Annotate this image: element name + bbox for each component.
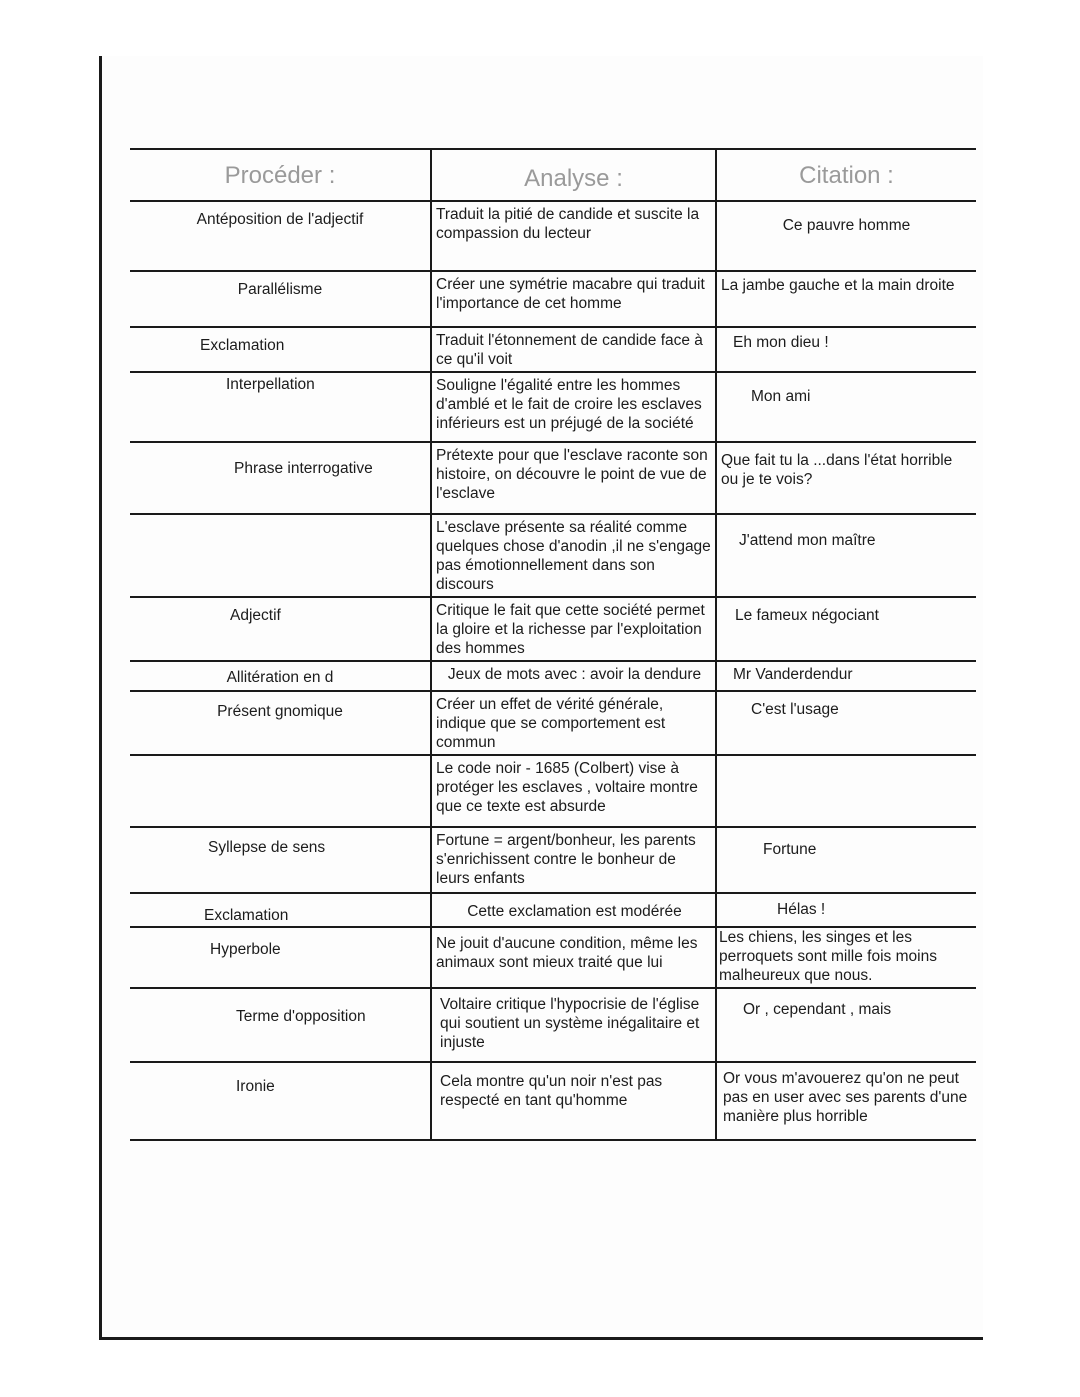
cell-citation: Mon ami [716,372,976,442]
cell-procede: Exclamation [130,327,431,372]
table-row [130,755,976,827]
header-analyse: Analyse : [431,149,716,201]
table-row [130,597,976,661]
cell-analyse: Prétexte pour que l'esclave raconte son histoire, on découvre le point de vue de l'esclave [431,442,716,514]
cell-procede: Présent gnomique [130,691,431,755]
table-row [130,661,976,691]
cell-procede: Exclamation [130,893,431,927]
cell-citation: Or vous m'avouerez qu'on ne peut pas en user avec ses parents d'une manière plus horrible [716,1062,976,1140]
cell-procede: Syllepse de sens [130,827,431,893]
cell-analyse: Le code noir - 1685 (Colbert) vise à protéger les esclaves , voltaire montre que ce texte est absurde [431,755,716,827]
cell-procede: Allitération en d [130,661,431,691]
table-wrap [130,148,976,1141]
table-row [130,988,976,1062]
table-row [130,442,976,514]
cell-citation: J'attend mon maître [716,514,976,597]
cell-procede: Parallélisme [130,271,431,327]
cell-analyse: Créer un effet de vérité générale, indique que se comportement est commun [431,691,716,755]
header-citation: Citation : [716,149,976,201]
cell-citation: C'est l'usage [716,691,976,755]
cell-analyse: Créer une symétrie macabre qui traduit l'importance de cet homme [431,271,716,327]
cell-analyse: L'esclave présente sa réalité comme quelques chose d'anodin ,il ne s'engage pas émotionnellement dans son discours [431,514,716,597]
cell-citation: Eh mon dieu ! [716,327,976,372]
cell-analyse: Cela montre qu'un noir n'est pas respecté en tant qu'homme [431,1062,716,1140]
table-row [130,327,976,372]
cell-analyse: Traduit la pitié de candide et suscite la compassion du lecteur [431,201,716,271]
cell-procede: Hyperbole [130,927,431,988]
cell-analyse: Souligne l'égalité entre les hommes d'amblé et le fait de croire les esclaves inférieurs est un préjugé de la société [431,372,716,442]
cell-procede [130,755,431,827]
table-row [130,514,976,597]
cell-citation: Que fait tu la ...dans l'état horrible ou je te vois? [716,442,976,514]
cell-procede: Antéposition de l'adjectif [130,201,431,271]
cell-procede [130,514,431,597]
cell-analyse: Jeux de mots avec : avoir la dendure [431,661,716,691]
table-row [130,201,976,271]
table-row [130,1062,976,1140]
cell-procede: Phrase interrogative [130,442,431,514]
table-row [130,271,976,327]
cell-citation: Ce pauvre homme [716,201,976,271]
cell-citation [716,755,976,827]
cell-procede: Ironie [130,1062,431,1140]
cell-analyse: Cette exclamation est modérée [431,893,716,927]
cell-citation: Fortune [716,827,976,893]
cell-analyse: Ne jouit d'aucune condition, même les animaux sont mieux traité que lui [431,927,716,988]
table-row [130,691,976,755]
cell-citation: Hélas ! [716,893,976,927]
analysis-table [130,148,976,1141]
cell-analyse: Voltaire critique l'hypocrisie de l'église qui soutient un système inégalitaire et injuste [431,988,716,1062]
header-procede: Procéder : [130,149,431,201]
cell-citation: La jambe gauche et la main droite [716,271,976,327]
cell-analyse: Critique le fait que cette société permet la gloire et la richesse par l'exploitation des hommes [431,597,716,661]
cell-procede: Terme d'opposition [130,988,431,1062]
cell-analyse: Traduit l'étonnement de candide face à ce qu'il voit [431,327,716,372]
cell-analyse: Fortune = argent/bonheur, les parents s'enrichissent contre le bonheur de leurs enfants [431,827,716,893]
cell-procede: Interpellation [130,372,431,442]
table-row [130,893,976,927]
table-row [130,927,976,988]
cell-citation: Les chiens, les singes et les perroquets sont mille fois moins malheureux que nous. [716,927,976,988]
cell-citation: Le fameux négociant [716,597,976,661]
cell-citation: Or , cependant , mais [716,988,976,1062]
table-row [130,827,976,893]
table-row [130,372,976,442]
cell-procede: Adjectif [130,597,431,661]
header-row [130,149,976,201]
cell-citation: Mr Vanderdendur [716,661,976,691]
